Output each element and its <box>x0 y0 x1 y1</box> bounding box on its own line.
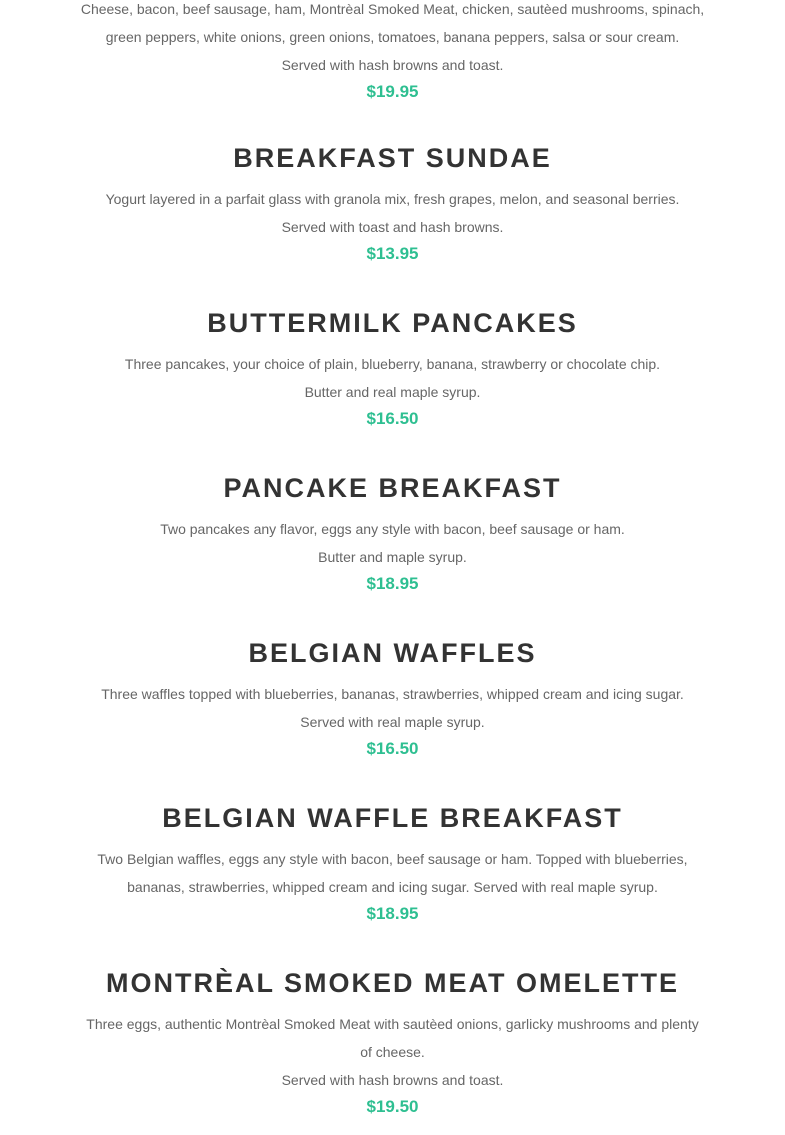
item-price: $18.95 <box>366 904 419 923</box>
menu-item-belgian-waffles <box>0 636 785 762</box>
menu-item-pancake-breakfast <box>0 471 785 597</box>
menu-item-montreal-smoked-meat-omelette <box>0 966 785 1120</box>
item-price: $19.95 <box>366 82 419 101</box>
item-title: BELGIAN WAFFLES <box>248 638 537 668</box>
item-title: BELGIAN WAFFLE BREAKFAST <box>162 803 623 833</box>
item-title: BUTTERMILK PANCAKES <box>207 308 578 338</box>
menu-item-buttermilk-pancakes <box>0 306 785 432</box>
item-price: $18.95 <box>366 574 419 593</box>
menu-item-belgian-waffle-breakfast <box>0 801 785 927</box>
item-price: $19.50 <box>366 1097 419 1116</box>
item-description-line: of cheese. <box>360 1044 425 1060</box>
item-description-line: green peppers, white onions, green onions, tomatoes, banana peppers, salsa or sour cream. <box>105 29 680 45</box>
item-price: $16.50 <box>366 739 419 758</box>
item-description-line: Butter and maple syrup. <box>318 549 467 565</box>
item-description-line: Two Belgian waffles, eggs any style with bacon, beef sausage or ham. Topped with blueberries, <box>97 851 688 867</box>
item-title: PANCAKE BREAKFAST <box>223 473 562 503</box>
item-price: $16.50 <box>366 409 419 428</box>
item-description-line: Three waffles topped with blueberries, bananas, strawberries, whipped cream and icing sugar. <box>101 686 684 702</box>
item-title: BREAKFAST SUNDAE <box>233 143 552 173</box>
item-price: $13.95 <box>366 244 419 263</box>
menu-item-breakfast-sundae <box>0 141 785 267</box>
item-description-line: Butter and real maple syrup. <box>304 384 481 400</box>
item-description-line: bananas, strawberries, whipped cream and icing sugar. Served with real maple syrup. <box>127 879 658 895</box>
item-description-line: Served with toast and hash browns. <box>281 219 504 235</box>
item-description-line: Served with real maple syrup. <box>300 714 485 730</box>
item-description-line: Cheese, bacon, beef sausage, ham, Montrèal Smoked Meat, chicken, sautèed mushrooms, spinach, <box>80 1 705 17</box>
item-description-line: Served with hash browns and toast. <box>281 57 504 73</box>
item-title: MONTRÈAL SMOKED MEAT OMELETTE <box>106 968 679 998</box>
item-description-line: Two pancakes any flavor, eggs any style with bacon, beef sausage or ham. <box>160 521 625 537</box>
item-description-line: Served with hash browns and toast. <box>281 1072 504 1088</box>
menu-item-partial <box>0 0 785 105</box>
item-description-line: Yogurt layered in a parfait glass with granola mix, fresh grapes, melon, and seasonal berries. <box>105 191 680 207</box>
item-description-line: Three eggs, authentic Montrèal Smoked Meat with sautèed onions, garlicky mushrooms and plenty <box>86 1016 699 1032</box>
item-description-line: Three pancakes, your choice of plain, blueberry, banana, strawberry or chocolate chip. <box>124 356 661 372</box>
